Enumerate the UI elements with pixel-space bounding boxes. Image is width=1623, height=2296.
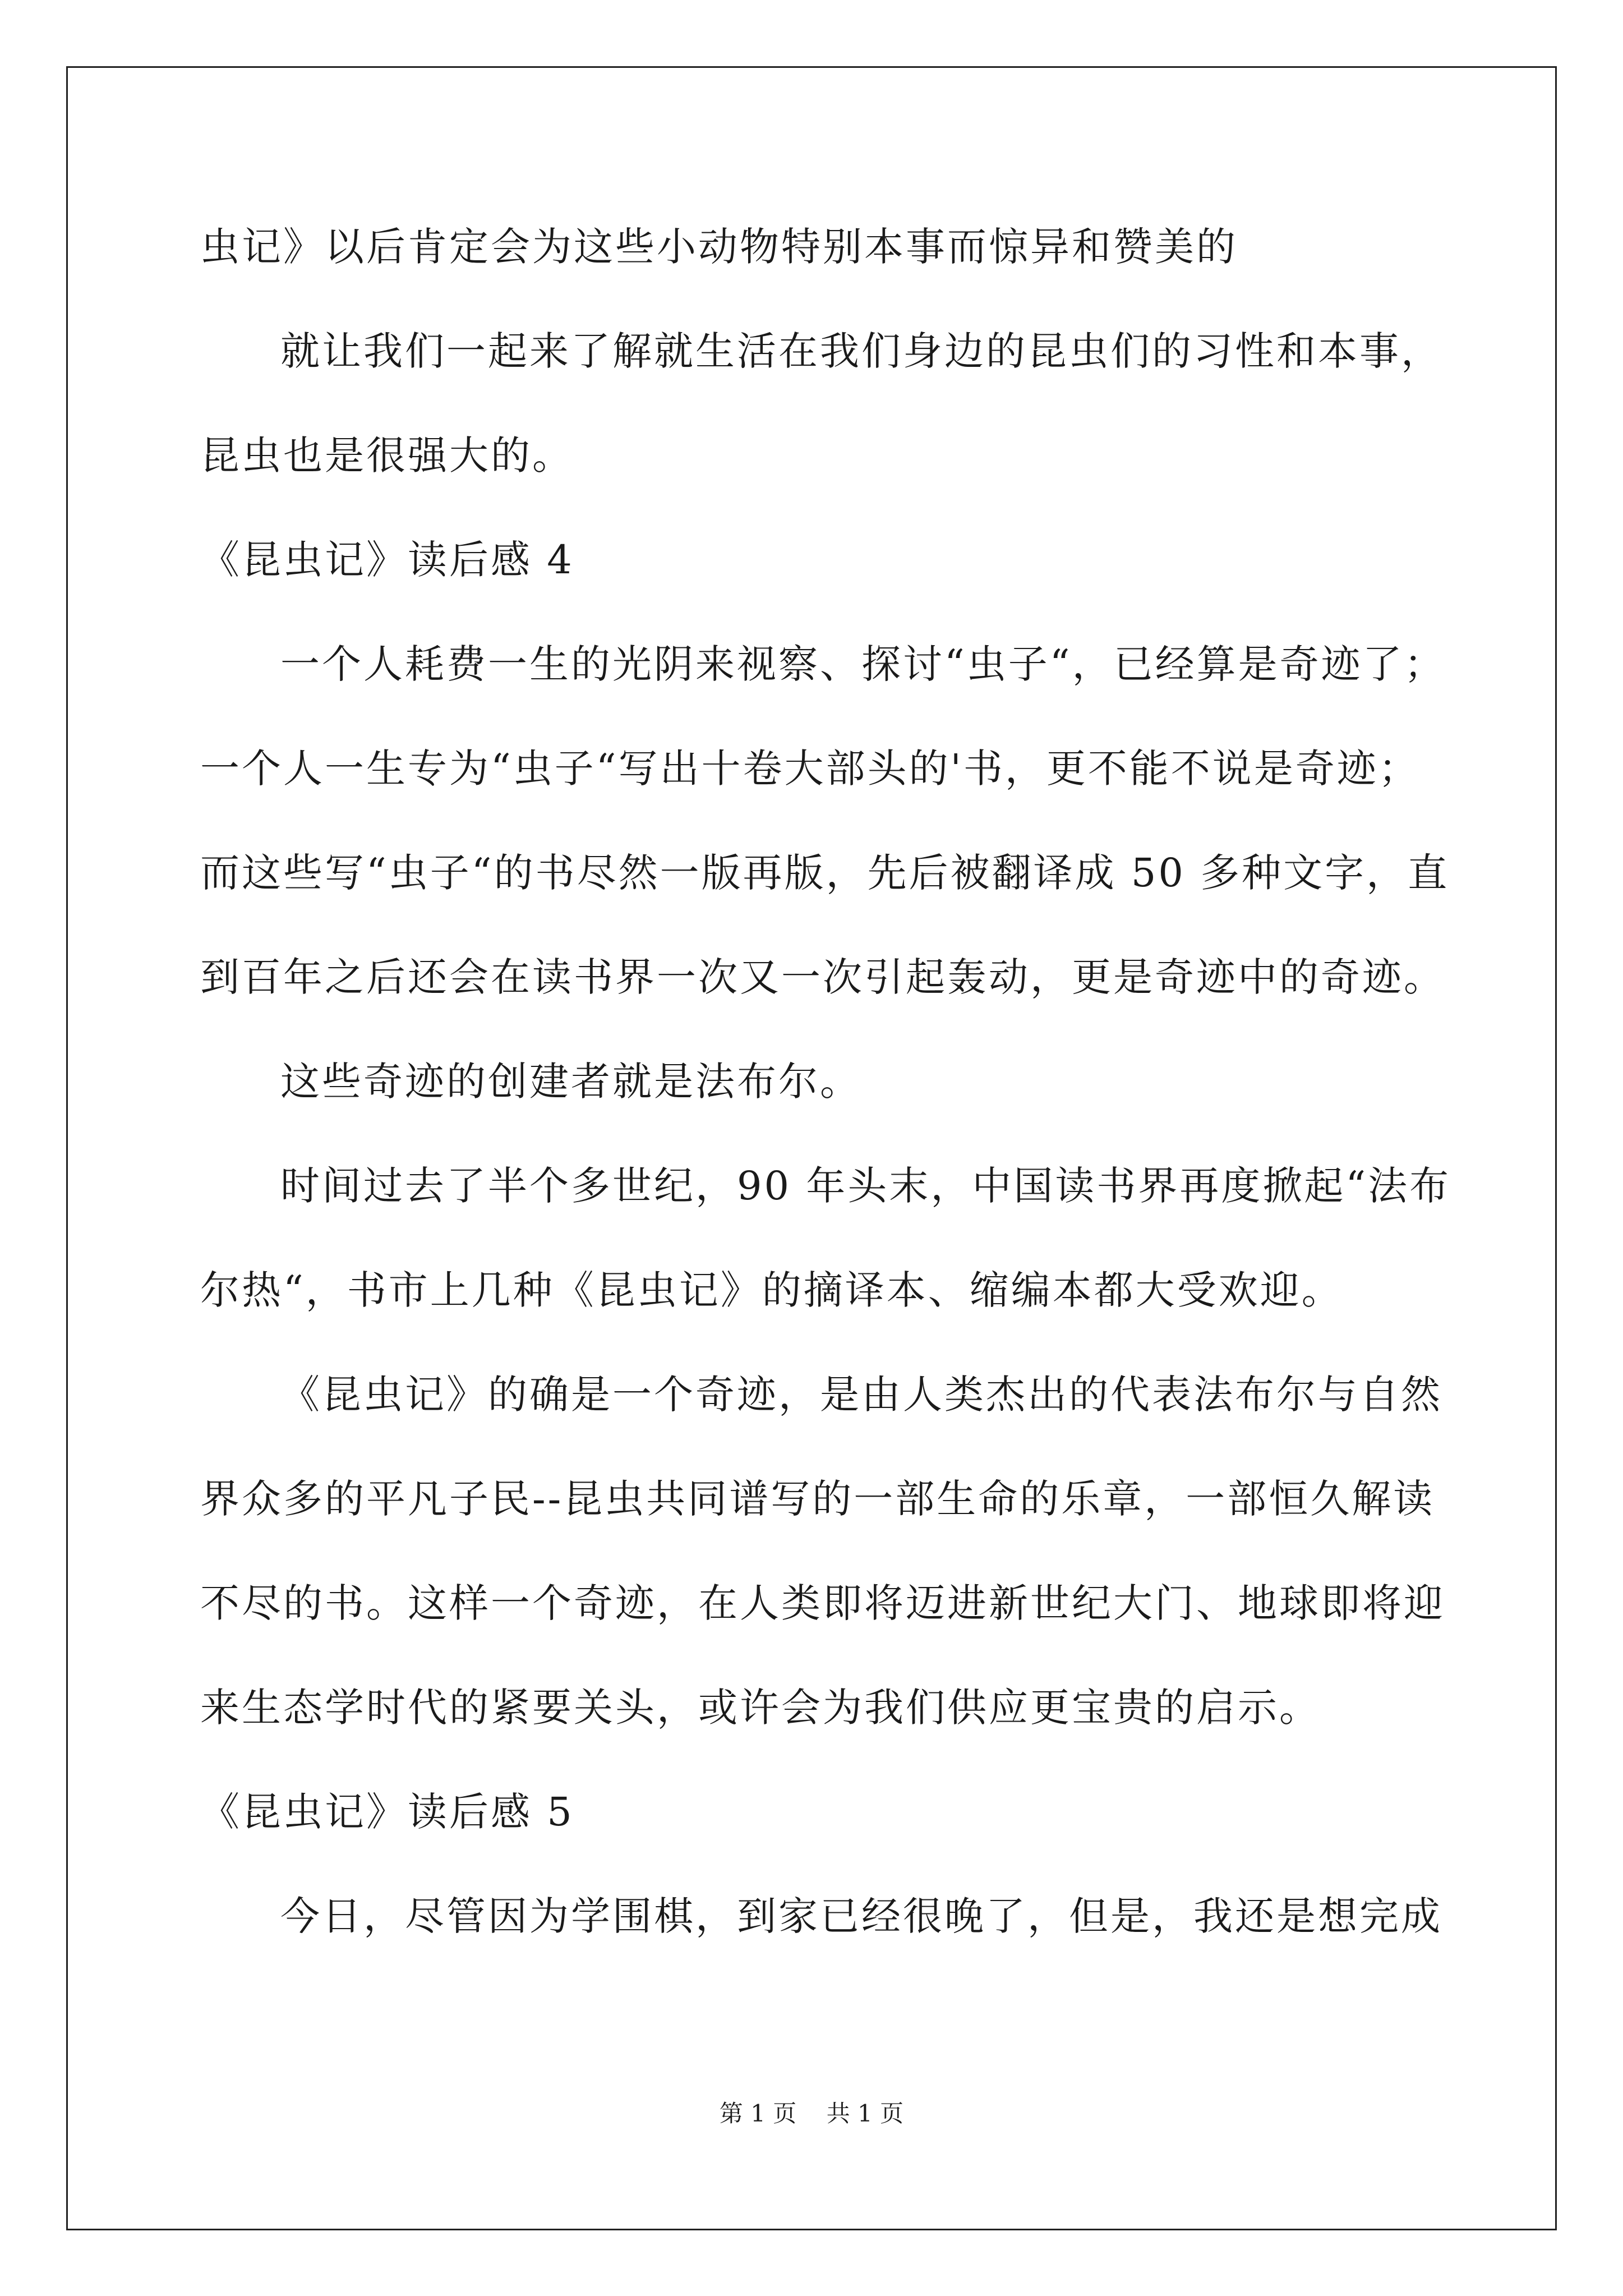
text-line: 就让我们一起来了解就生活在我们身边的昆虫们的习性和本事，	[280, 328, 1442, 374]
text-line: 一个人一生专为“虫子“写出十卷大部头的'书，更不能不说是奇迹；	[200, 746, 1420, 792]
text-line: 昆虫也是很强大的。	[200, 432, 574, 478]
text-line: 时间过去了半个多世纪，90 年头末，中国读书界再度掀起“法布	[280, 1163, 1451, 1209]
text-line: 到百年之后还会在读书界一次又一次引起轰动，更是奇迹中的奇迹。	[200, 954, 1445, 1000]
text-line: 不尽的书。这样一个奇迹，在人类即将迈进新世纪大门、地球即将迎	[200, 1580, 1445, 1626]
section-heading: 《昆虫记》读后感 5	[200, 1789, 574, 1835]
text-line: 今日，尽管因为学围棋，到家已经很晚了，但是，我还是想完成	[280, 1893, 1442, 1939]
text-line: 尔热“，书市上几种《昆虫记》的摘译本、缩编本都大受欢迎。	[200, 1267, 1343, 1313]
page-footer: 第 1 页 共 1 页	[719, 2100, 904, 2127]
text-line: 一个人耗费一生的光阴来视察、探讨“虫子“，已经算是奇迹了；	[280, 641, 1446, 687]
text-line: 而这些写“虫子“的书尽然一版再版，先后被翻译成 50 多种文字，直	[200, 850, 1450, 896]
text-line: 《昆虫记》的确是一个奇迹，是由人类杰出的代表法布尔与自然	[280, 1372, 1442, 1418]
text-line: 来生态学时代的紧要关头，或许会为我们供应更宝贵的启示。	[200, 1685, 1321, 1731]
section-heading: 《昆虫记》读后感 4	[200, 537, 574, 583]
text-line: 这些奇迹的创建者就是法布尔。	[280, 1059, 861, 1105]
text-line: 虫记》以后肯定会为这些小动物特别本事而惊异和赞美的	[200, 224, 1238, 270]
text-line: 界众多的平凡子民--昆虫共同谱写的一部生命的乐章，一部恒久解读	[200, 1476, 1435, 1522]
